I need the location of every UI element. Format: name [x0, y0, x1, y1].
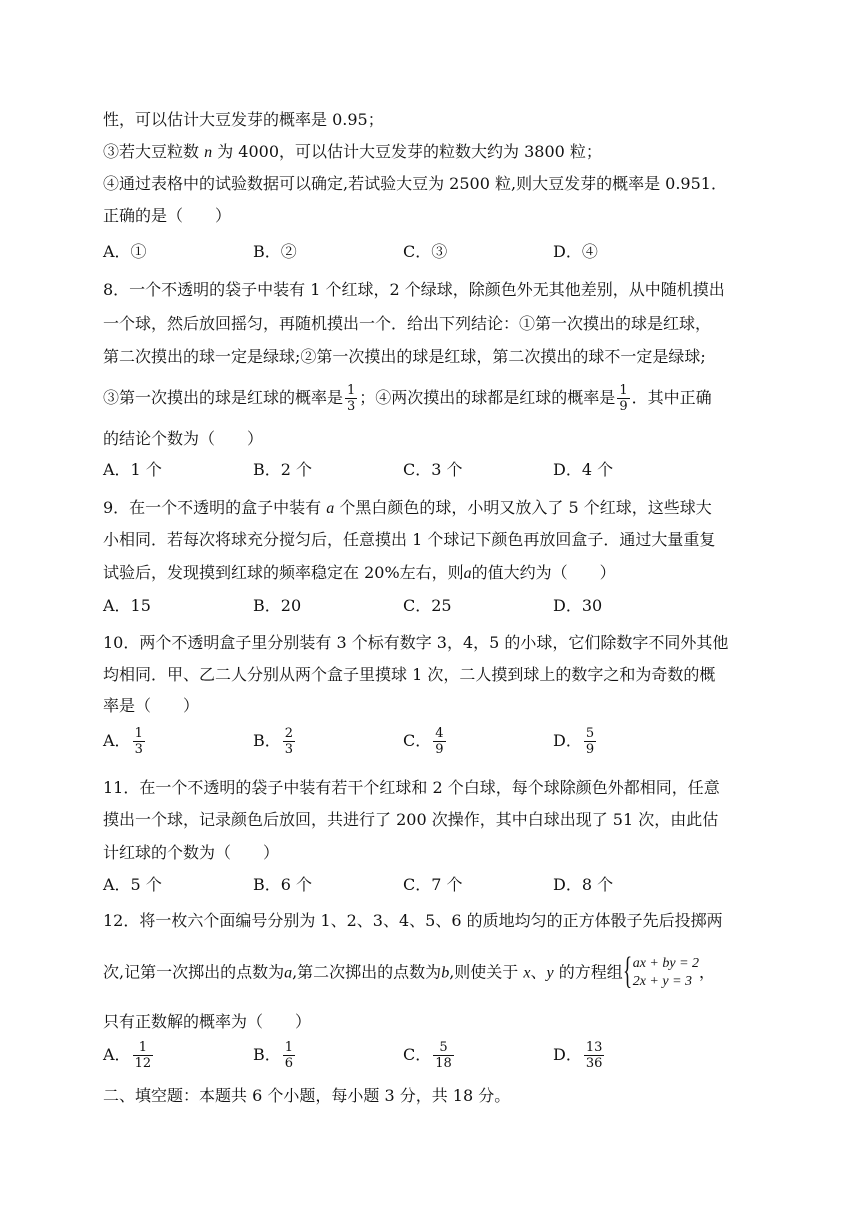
q9-option-b: B．20 — [253, 596, 302, 615]
q9-line-1 — [103, 498, 712, 519]
option-label: C． — [403, 731, 432, 750]
q12-option-c — [403, 1040, 456, 1071]
q12-option-b — [253, 1040, 297, 1071]
q7-s3-text-b: 为 4000，可以估计大豆发芽的粒数大约为 3800 粒； — [217, 142, 602, 161]
q7-option-d: D．④ — [553, 242, 598, 261]
var-y: y — [546, 964, 554, 982]
separator: 、 — [530, 962, 547, 982]
q9-line-1-text-a: 9．在一个不透明的盒子中装有 — [103, 498, 322, 517]
frac-den: 12 — [134, 1056, 152, 1071]
q9-line-1-text-b: 个黑白颜色的球，小明又放入了 5 个红球，这些球大 — [339, 498, 712, 517]
frac-den: 9 — [435, 742, 444, 757]
q7-statement-4: ④通过表格中的试验数据可以确定,若试验大豆为 2500 粒,则大豆发芽的概率是 0.951． — [103, 174, 727, 193]
frac-num: 2 — [284, 726, 294, 741]
q12-line-2-text-a: 次,记第一次掷出的点数为 — [103, 962, 285, 982]
var-a: a — [326, 500, 335, 517]
equation-1: ax + by = 2 — [632, 956, 700, 971]
equation-2: 2x + y = 3 — [632, 974, 693, 989]
q8-option-d: D．4 个 — [553, 460, 614, 479]
q12-line-2-text-d: 的方程组 — [558, 962, 623, 982]
q8-line-4 — [103, 383, 712, 414]
frac-num: 1 — [133, 1040, 154, 1056]
frac-den: 36 — [585, 1056, 603, 1071]
q12-prompt: 只有正数解的概率为（ ） — [103, 1012, 312, 1031]
q10-option-c — [403, 726, 448, 757]
q12-option-a — [103, 1040, 155, 1071]
q9-option-a: A．15 — [103, 596, 151, 615]
option-label: A． — [103, 1045, 131, 1064]
q11-line-3: 计红球的个数为（ ） — [103, 843, 280, 862]
option-label: A． — [103, 731, 131, 750]
option-label: B． — [253, 731, 281, 750]
var-x: x — [523, 964, 531, 982]
q12-line-2-text-c: ,则使关于 — [449, 962, 519, 982]
var-a: a — [463, 565, 472, 582]
var-b: b — [441, 964, 450, 982]
q7-prompt: 正确的是（ ） — [103, 206, 232, 225]
frac-num: 1 — [134, 726, 143, 741]
option-label: D． — [553, 731, 582, 750]
q7-statement-3 — [103, 142, 602, 163]
option-fraction — [283, 726, 295, 757]
q8-line-1: 8．一个不透明的袋子中装有 1 个红球，2 个绿球，除颜色外无其他差别，从中随机摸出 — [103, 280, 725, 299]
frac-num: 4 — [435, 726, 444, 741]
frac-den: 3 — [347, 399, 356, 414]
q11-option-a: A．5 个 — [103, 875, 162, 894]
q11-option-b: B．6 个 — [253, 875, 313, 894]
option-label: C． — [403, 1045, 432, 1064]
option-fraction — [283, 1040, 295, 1071]
q10-option-a — [103, 726, 147, 757]
equation-system — [622, 950, 700, 992]
q8-line-4-text-b: ；④两次摸出的球都是红球的概率是 — [359, 388, 616, 407]
q9-option-d: D．30 — [553, 596, 603, 615]
frac-num: 1 — [347, 383, 356, 398]
frac-den: 3 — [284, 742, 294, 757]
q10-line-3: 率是（ ） — [103, 696, 200, 715]
q8-prompt: 的结论个数为（ ） — [103, 429, 264, 448]
q10-line-2: 均相同．甲、乙二人分别从两个盒子里摸球 1 次，二人摸到球上的数字之和为奇数的概 — [103, 665, 716, 684]
q7-option-a: A．① — [103, 242, 147, 261]
q11-option-c: C．7 个 — [403, 875, 463, 894]
q12-line-1: 12．将一枚六个面编号分别为 1、2、3、4、5、6 的质地均匀的正方体骰子先后投掷两 — [103, 911, 723, 930]
section-2-heading: 二、填空题：本题共 6 个小题，每小题 3 分，共 18 分。 — [103, 1086, 511, 1105]
option-label: D． — [553, 1045, 582, 1064]
q9-line-3-text-b: 的值大约为（ ） — [471, 563, 616, 582]
frac-den: 18 — [435, 1056, 452, 1071]
frac-num: 13 — [585, 1040, 603, 1055]
option-fraction — [133, 1040, 154, 1071]
q10-option-d — [553, 726, 598, 757]
q12-line-2-text-b: ,第二次掷出的点数为 — [292, 962, 442, 982]
q8-option-c: C．3 个 — [403, 460, 463, 479]
frac-den: 3 — [134, 742, 143, 757]
option-fraction — [584, 726, 596, 757]
q7-s3-text-a: ③若大豆粒数 — [103, 142, 200, 161]
q7-statement-2-tail: 性，可以估计大豆发芽的概率是 0.95； — [103, 110, 384, 129]
q8-line-2: 一个球，然后放回摇匀，再随机摸出一个．给出下列结论：①第一次摸出的球是红球， — [103, 314, 712, 333]
frac-num: 5 — [585, 726, 595, 741]
q12-option-d — [553, 1040, 606, 1071]
q11-line-2: 摸出一个球，记录颜色后放回，共进行了 200 次操作，其中白球出现了 51 次，由此估 — [103, 810, 719, 829]
option-fraction — [433, 1040, 454, 1071]
q8-line-4-text-c: ．其中正确 — [631, 388, 712, 407]
q8-line-3: 第二次摸出的球一定是绿球;②第一次摸出的球是红球，第二次摸出的球不一定是绿球; — [103, 347, 706, 366]
frac-num: 5 — [433, 1040, 454, 1056]
frac-num: 1 — [284, 1040, 294, 1055]
option-fraction — [433, 726, 445, 757]
q7-option-b: B．② — [253, 242, 297, 261]
option-fraction — [584, 1040, 605, 1071]
q8-option-a: A．1 个 — [103, 460, 162, 479]
option-label: B． — [253, 1045, 281, 1064]
frac-num: 1 — [619, 383, 628, 398]
var-a: a — [284, 964, 293, 982]
option-fraction — [133, 726, 145, 757]
q9-line-3-text-a: 试验后，发现摸到红球的频率稳定在 20%左右，则 — [103, 563, 464, 582]
q9-option-c: C．25 — [403, 596, 452, 615]
q9-line-3 — [103, 563, 616, 584]
q11-option-d: D．8 个 — [553, 875, 614, 894]
q10-line-1: 10．两个不透明盒子里分别装有 3 个标有数字 3，4，5 的小球，它们除数字不同外其他 — [103, 633, 729, 652]
frac-den: 9 — [585, 742, 595, 757]
q12-line-2-text-e: ， — [699, 962, 716, 982]
q10-option-b — [253, 726, 297, 757]
q7-option-c: C．③ — [403, 242, 448, 261]
q8-line-4-text-a: ③第一次摸出的球是红球的概率是 — [103, 388, 344, 407]
q11-line-1: 11．在一个不透明的袋子中装有若干个红球和 2 个白球，每个球除颜色外都相同，任意 — [103, 778, 720, 797]
q12-line-2 — [103, 950, 716, 992]
frac-den: 6 — [284, 1056, 294, 1071]
fraction-one-third — [345, 383, 357, 414]
q9-line-2: 小相同．若每次将球充分搅匀后，任意摸出 1 个球记下颜色再放回盒子．通过大量重复 — [103, 530, 716, 549]
var-n: n — [204, 144, 213, 161]
frac-den: 9 — [619, 399, 628, 414]
left-brace-icon: { — [622, 950, 632, 992]
q8-option-b: B．2 个 — [253, 460, 313, 479]
fraction-one-ninth — [617, 383, 629, 414]
